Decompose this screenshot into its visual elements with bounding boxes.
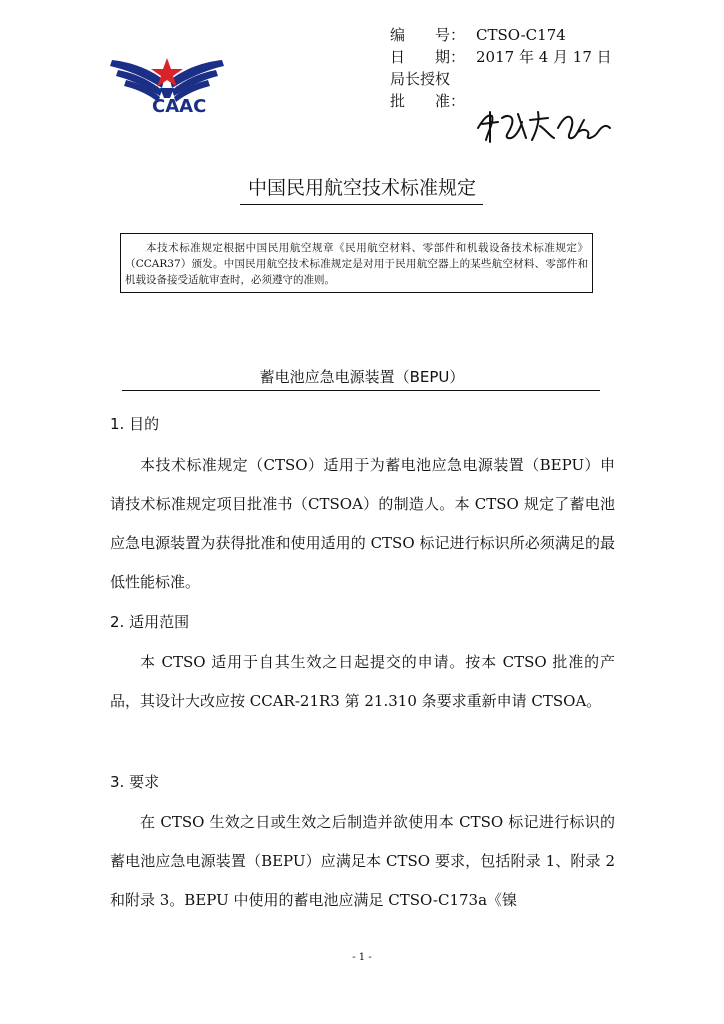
number-value: CTSO-C174 — [476, 26, 566, 44]
section-paragraph-3: 在 CTSO 生效之日或生效之后制造并欲使用本 CTSO 标记进行标识的蓄电池应急电源装置（BEPU）应满足本 CTSO 要求，包括附录 1、附录 2 和附录 3。BEPU 中使用的蓄电池应满足 CTSO-C173a《镍 — [110, 813, 615, 909]
section-text-1 — [110, 446, 615, 602]
document-title: 中国民用航空技术标准规定 — [247, 177, 476, 199]
approve-label: 批 准： — [390, 92, 466, 110]
auth-label: 局长授权 — [390, 70, 451, 88]
section-text-3 — [110, 803, 615, 920]
notice-text: 本技术标准规定根据中国民用航空规章《民用航空材料、零部件和机载设备技术标准规定》（CCAR37）颁发。中国民用航空技术标准规定是对用于民用航空器上的某些航空材料、零部件和机载设备接受适航审查时，必须遵守的准则。 — [125, 242, 588, 286]
signature-icon — [474, 108, 614, 144]
date-value: 2017 年 4 月 17 日 — [476, 48, 612, 66]
section-text-2 — [110, 643, 615, 721]
notice-box — [120, 233, 593, 293]
section-heading-3: 3. 要求 — [110, 773, 160, 791]
section-paragraph-1: 本技术标准规定（CTSO）适用于为蓄电池应急电源装置（BEPU）申请技术标准规定项目批准书（CTSOA）的制造人。本 CTSO 规定了蓄电池应急电源装置为获得批准和使用适用的 CTSO 标记进行标识所必须满足的最低性能标准。 — [110, 456, 615, 591]
date-label: 日 期： — [390, 48, 466, 66]
logo-text: CAAC — [152, 96, 207, 117]
number-row — [390, 24, 612, 46]
number-label: 编 号： — [390, 26, 466, 44]
section-paragraph-2: 本 CTSO 适用于自其生效之日起提交的申请。按本 CTSO 批准的产品，其设计大改应按 CCAR-21R3 第 21.310 条要求重新申请 CTSOA。 — [110, 653, 615, 710]
title-underline — [240, 204, 483, 205]
section-heading-1: 1. 目的 — [110, 415, 160, 433]
standard-title: 蓄电池应急电源装置（BEPU） — [259, 368, 465, 386]
section-heading-2: 2. 适用范围 — [110, 613, 190, 631]
page-number: - 1 - — [352, 952, 372, 963]
document-meta — [390, 24, 612, 112]
date-row — [390, 46, 612, 68]
standard-title-underline — [122, 390, 600, 391]
auth-row — [390, 68, 612, 90]
